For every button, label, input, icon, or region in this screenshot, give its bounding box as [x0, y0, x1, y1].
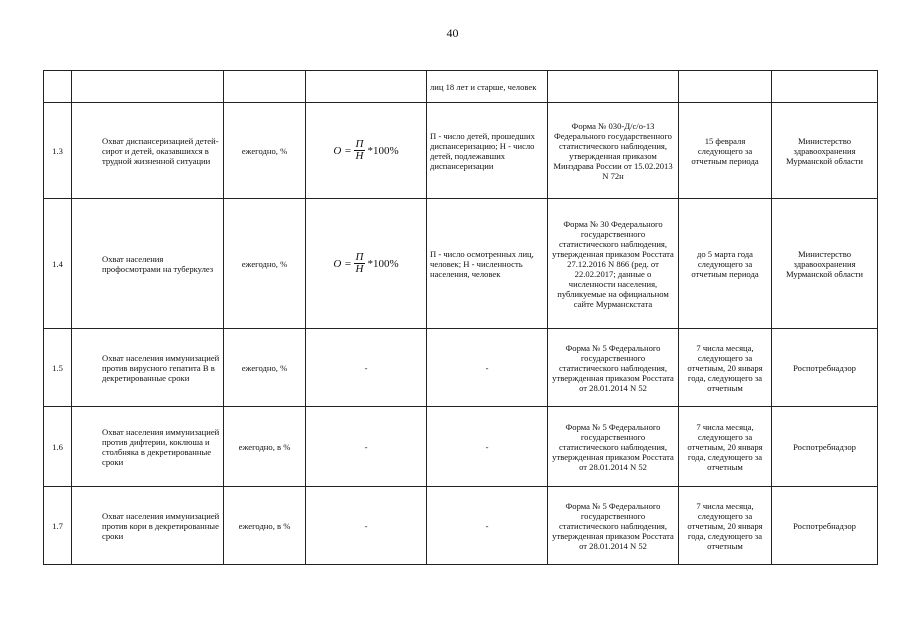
indicator-name: Охват населения иммунизацией против вирусного гепатита В в декретированные сроки	[72, 329, 224, 407]
indicator-table	[43, 70, 878, 565]
formula-numerator: П	[355, 251, 364, 263]
table-row	[44, 407, 878, 487]
definition-cell: -	[427, 329, 548, 407]
indicator-name: Охват населения профосмотрами на туберкулез	[72, 199, 224, 329]
periodicity: ежегодно, %	[224, 329, 306, 407]
responsible-cell: Министерство здравоохранения Мурманской области	[772, 199, 878, 329]
deadline-cell: 7 числа месяца, следующего за отчетным, 20 января года, следующего за отчетным	[679, 487, 772, 565]
formula-tail: *100%	[367, 257, 399, 270]
deadline-cell: до 5 марта года следующего за отчетным периода	[679, 199, 772, 329]
cell-empty	[548, 71, 679, 103]
source-cell: Форма № 5 Федерального государственного статистического наблюдения, утвержденная приказом Росстата от 28.01.2014 N 52	[548, 407, 679, 487]
definition-cell: лиц 18 лет и старше, человек	[427, 71, 548, 103]
table-row	[44, 199, 878, 329]
cell-empty	[679, 71, 772, 103]
periodicity: ежегодно, в %	[224, 487, 306, 565]
formula-cell: -	[306, 407, 427, 487]
definition-cell: П - число детей, прошедших диспансеризацию; Н - число детей, подлежавших диспансеризации	[427, 103, 548, 199]
responsible-cell: Роспотребнадзор	[772, 407, 878, 487]
responsible-cell: Роспотребнадзор	[772, 487, 878, 565]
formula-denominator: Н	[355, 150, 364, 162]
cell-empty	[224, 71, 306, 103]
indicator-name: Охват диспансеризацией детей-сирот и детей, оказавшихся в трудной жизненной ситуации	[72, 103, 224, 199]
cell-empty	[72, 71, 224, 103]
table-row	[44, 71, 878, 103]
row-number: 1.5	[44, 329, 72, 407]
formula-cell	[306, 199, 427, 329]
source-cell: Форма № 30 Федерального государственного статистического наблюдения, утвержденная приказом Росстата 27.12.2016 N 866 (ред. от 22.02.2017; данные о численности населения, публикуемые на официальном сайте Мурманскстата	[548, 199, 679, 329]
periodicity: ежегодно, %	[224, 103, 306, 199]
formula	[333, 252, 398, 275]
formula-denominator: Н	[355, 263, 364, 275]
formula-cell: -	[306, 487, 427, 565]
row-number: 1.6	[44, 407, 72, 487]
periodicity: ежегодно, в %	[224, 407, 306, 487]
deadline-cell: 7 числа месяца, следующего за отчетным, 20 января года, следующего за отчетным	[679, 329, 772, 407]
periodicity: ежегодно, %	[224, 199, 306, 329]
table-row	[44, 329, 878, 407]
responsible-cell: Министерство здравоохранения Мурманской области	[772, 103, 878, 199]
source-cell: Форма № 5 Федерального государственного статистического наблюдения, утвержденная приказом Росстата от 28.01.2014 N 52	[548, 487, 679, 565]
indicator-name: Охват населения иммунизацией против кори в декретированные сроки	[72, 487, 224, 565]
formula-cell	[306, 103, 427, 199]
row-number: 1.4	[44, 199, 72, 329]
formula-lhs: O =	[333, 257, 352, 270]
source-cell: Форма № 030-Д/с/о-13 Федерального государственного статистического наблюдения, утвержденная приказом Минздрава России от 15.02.2013 N 72н	[548, 103, 679, 199]
cell-empty	[306, 71, 427, 103]
row-number: 1.7	[44, 487, 72, 565]
definition-cell: -	[427, 407, 548, 487]
cell-empty	[44, 71, 72, 103]
deadline-cell: 7 числа месяца, следующего за отчетным, 20 января года, следующего за отчетным	[679, 407, 772, 487]
table-row	[44, 103, 878, 199]
deadline-cell: 15 февраля следующего за отчетным периода	[679, 103, 772, 199]
cell-empty	[772, 71, 878, 103]
formula-numerator: П	[355, 138, 364, 150]
source-cell: Форма № 5 Федерального государственного статистического наблюдения, утвержденная приказом Росстата от 28.01.2014 N 52	[548, 329, 679, 407]
formula-cell: -	[306, 329, 427, 407]
definition-cell: -	[427, 487, 548, 565]
page-number: 40	[446, 26, 459, 40]
formula-lhs: O =	[333, 144, 352, 157]
formula	[333, 139, 398, 162]
definition-cell: П - число осмотренных лиц, человек; Н - численность населения, человек	[427, 199, 548, 329]
table-row	[44, 487, 878, 565]
row-number: 1.3	[44, 103, 72, 199]
responsible-cell: Роспотребнадзор	[772, 329, 878, 407]
formula-tail: *100%	[367, 144, 399, 157]
indicator-name: Охват населения иммунизацией против дифтерии, коклюша и столбняка в декретированные сроки	[72, 407, 224, 487]
